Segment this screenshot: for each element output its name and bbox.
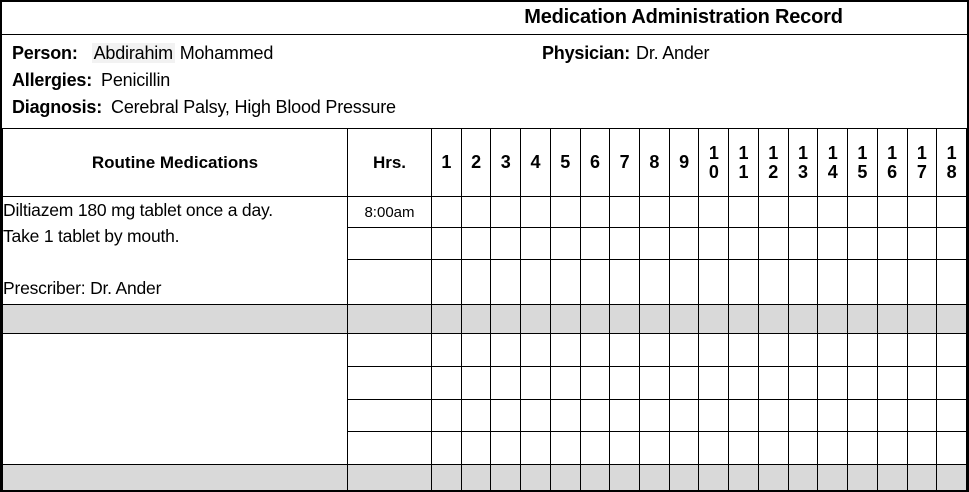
shaded-hrs-cell	[348, 465, 432, 492]
empty-medication-cell[interactable]	[3, 334, 348, 465]
shaded-grid-cell	[461, 465, 491, 492]
shaded-grid-cell	[788, 305, 818, 334]
allergies-row	[12, 67, 967, 94]
hour-grid-cell[interactable]	[610, 260, 640, 305]
hour-grid-cell[interactable]	[610, 400, 640, 432]
hour-grid-cell[interactable]	[818, 334, 848, 367]
hour-grid-cell[interactable]	[758, 197, 788, 228]
hour-grid-cell[interactable]	[461, 334, 491, 367]
hour-grid-cell[interactable]	[758, 400, 788, 432]
hour-grid-cell[interactable]	[550, 334, 580, 367]
hour-grid-cell[interactable]	[521, 228, 551, 260]
shaded-grid-cell	[491, 465, 521, 492]
hour-column-header: 3	[491, 129, 521, 197]
hour-grid-cell[interactable]	[937, 334, 967, 367]
person-row	[12, 40, 967, 67]
shaded-grid-cell	[758, 305, 788, 334]
hour-grid-cell[interactable]	[788, 228, 818, 260]
hour-grid-cell[interactable]	[788, 367, 818, 400]
allergies-value: Penicillin	[101, 70, 171, 90]
person-name-rest: Mohammed	[179, 43, 274, 63]
hour-grid-cell[interactable]	[699, 228, 729, 260]
hour-grid-cell[interactable]	[521, 260, 551, 305]
medication-entry-cell[interactable]	[3, 197, 348, 305]
hour-grid-cell[interactable]	[669, 367, 699, 400]
hour-grid-cell[interactable]	[461, 432, 491, 465]
shaded-grid-cell	[521, 305, 551, 334]
hour-grid-cell[interactable]	[848, 367, 878, 400]
hour-grid-cell[interactable]	[491, 260, 521, 305]
hour-grid-cell[interactable]	[937, 367, 967, 400]
hour-grid-cell[interactable]	[729, 334, 759, 367]
shaded-grid-cell	[818, 305, 848, 334]
hour-grid-cell[interactable]	[640, 400, 670, 432]
hour-grid-cell[interactable]	[699, 432, 729, 465]
hour-column-header: 9	[669, 129, 699, 197]
shaded-divider-row	[3, 305, 967, 334]
hour-grid-cell[interactable]	[937, 260, 967, 305]
shaded-grid-cell	[640, 465, 670, 492]
shaded-grid-cell	[937, 465, 967, 492]
hour-grid-cell[interactable]	[937, 400, 967, 432]
hour-grid-cell[interactable]	[669, 228, 699, 260]
hour-grid-cell[interactable]	[461, 367, 491, 400]
shaded-grid-cell	[550, 465, 580, 492]
hour-grid-cell[interactable]	[877, 367, 907, 400]
hour-grid-cell[interactable]	[640, 228, 670, 260]
hour-grid-cell[interactable]	[432, 367, 462, 400]
hour-grid-cell[interactable]	[521, 334, 551, 367]
hour-grid-cell[interactable]	[818, 228, 848, 260]
hour-grid-cell[interactable]	[432, 334, 462, 367]
hour-grid-cell[interactable]	[491, 432, 521, 465]
hour-grid-cell[interactable]	[758, 432, 788, 465]
hour-grid-cell[interactable]	[461, 228, 491, 260]
title-row	[2, 2, 967, 35]
hour-grid-cell[interactable]	[640, 260, 670, 305]
hour-column-header: 1 8	[937, 129, 967, 197]
hour-grid-cell[interactable]	[432, 197, 462, 228]
hour-grid-cell[interactable]	[610, 432, 640, 465]
hour-grid-cell[interactable]	[432, 228, 462, 260]
hrs-header: Hrs.	[348, 129, 432, 197]
hour-grid-cell[interactable]	[580, 400, 610, 432]
hour-grid-cell[interactable]	[877, 197, 907, 228]
hour-grid-cell[interactable]	[699, 260, 729, 305]
hour-grid-cell[interactable]	[521, 400, 551, 432]
shaded-grid-cell	[610, 305, 640, 334]
hour-grid-cell[interactable]	[461, 260, 491, 305]
hour-grid-cell[interactable]	[788, 197, 818, 228]
shaded-grid-cell	[550, 305, 580, 334]
hour-grid-cell[interactable]	[818, 400, 848, 432]
shaded-grid-cell	[699, 465, 729, 492]
hour-grid-cell[interactable]	[521, 197, 551, 228]
hour-grid-cell[interactable]	[580, 367, 610, 400]
hour-grid-cell[interactable]	[758, 334, 788, 367]
diagnosis-row	[12, 94, 967, 121]
shaded-med-cell	[3, 465, 348, 492]
hour-grid-cell[interactable]	[521, 367, 551, 400]
shaded-grid-cell	[907, 465, 937, 492]
shaded-grid-cell	[848, 305, 878, 334]
hour-grid-cell[interactable]	[491, 197, 521, 228]
hour-grid-cell[interactable]	[848, 260, 878, 305]
hour-grid-cell[interactable]	[758, 260, 788, 305]
page-title: Medication Administration Record	[524, 6, 843, 28]
hour-grid-cell[interactable]	[640, 197, 670, 228]
hour-grid-cell[interactable]	[937, 432, 967, 465]
hour-grid-cell[interactable]	[461, 197, 491, 228]
hour-grid-cell[interactable]	[818, 367, 848, 400]
hour-column-header: 1 0	[699, 129, 729, 197]
shaded-hrs-cell	[348, 305, 432, 334]
diagnosis-label: Diagnosis:	[12, 97, 103, 117]
hour-grid-cell[interactable]	[580, 197, 610, 228]
hour-grid-cell[interactable]	[491, 334, 521, 367]
hour-grid-cell[interactable]	[699, 197, 729, 228]
hour-grid-cell[interactable]	[818, 260, 848, 305]
hour-column-header: 8	[640, 129, 670, 197]
shaded-grid-cell	[580, 305, 610, 334]
diagnosis-value: Cerebral Palsy, High Blood Pressure	[111, 97, 396, 117]
hour-grid-cell[interactable]	[669, 400, 699, 432]
hrs-time-cell[interactable]	[348, 400, 432, 432]
hour-column-header: 1 6	[877, 129, 907, 197]
hour-grid-cell[interactable]	[699, 334, 729, 367]
hour-grid-cell[interactable]	[907, 228, 937, 260]
hour-column-header: 1 4	[818, 129, 848, 197]
hour-grid-cell[interactable]	[640, 367, 670, 400]
hour-grid-cell[interactable]	[669, 197, 699, 228]
hour-grid-cell[interactable]	[610, 197, 640, 228]
medication-text-line: Diltiazem 180 mg tablet once a day.	[3, 200, 273, 220]
hour-grid-cell[interactable]	[877, 432, 907, 465]
hour-grid-cell[interactable]	[907, 334, 937, 367]
hour-grid-cell[interactable]	[729, 260, 759, 305]
hour-grid-cell[interactable]	[432, 400, 462, 432]
hour-grid-cell[interactable]	[610, 228, 640, 260]
hour-grid-cell[interactable]	[788, 400, 818, 432]
hour-grid-cell[interactable]	[640, 334, 670, 367]
med2-row1	[3, 334, 967, 367]
hrs-time-cell[interactable]	[348, 367, 432, 400]
hour-grid-cell[interactable]	[907, 432, 937, 465]
shaded-grid-cell	[432, 465, 462, 492]
hour-grid-cell[interactable]	[907, 197, 937, 228]
hour-grid-cell[interactable]	[788, 260, 818, 305]
shaded-grid-cell	[729, 465, 759, 492]
person-label: Person:	[12, 43, 78, 63]
hour-grid-cell[interactable]	[729, 432, 759, 465]
shaded-grid-cell	[818, 465, 848, 492]
allergies-label: Allergies:	[12, 70, 93, 90]
hour-grid-cell[interactable]	[848, 432, 878, 465]
hour-grid-cell[interactable]	[848, 197, 878, 228]
hour-column-header: 1	[432, 129, 462, 197]
hour-grid-cell[interactable]	[550, 197, 580, 228]
hour-column-header: 5	[550, 129, 580, 197]
hour-grid-cell[interactable]	[432, 260, 462, 305]
shaded-grid-cell	[491, 305, 521, 334]
shaded-grid-cell	[877, 305, 907, 334]
hour-grid-cell[interactable]	[877, 334, 907, 367]
hour-grid-cell[interactable]	[729, 228, 759, 260]
hrs-time-cell[interactable]	[348, 432, 432, 465]
hour-grid-cell[interactable]	[669, 334, 699, 367]
hour-grid-cell[interactable]	[818, 432, 848, 465]
shaded-grid-cell	[521, 465, 551, 492]
hour-grid-cell[interactable]	[550, 400, 580, 432]
hour-grid-cell[interactable]	[550, 432, 580, 465]
physician-value: Dr. Ander	[636, 43, 710, 63]
shaded-divider-row	[3, 465, 967, 492]
hour-grid-cell[interactable]	[729, 400, 759, 432]
hour-grid-cell[interactable]	[610, 367, 640, 400]
hour-column-header: 1 2	[758, 129, 788, 197]
hrs-time-cell[interactable]	[348, 228, 432, 260]
shaded-grid-cell	[640, 305, 670, 334]
hour-grid-cell[interactable]	[937, 197, 967, 228]
hour-grid-cell[interactable]	[729, 197, 759, 228]
hour-grid-cell[interactable]	[432, 432, 462, 465]
shaded-grid-cell	[907, 305, 937, 334]
patient-info-section	[2, 35, 967, 128]
hour-grid-cell[interactable]	[848, 228, 878, 260]
hour-column-header: 1 7	[907, 129, 937, 197]
hour-grid-cell[interactable]	[491, 228, 521, 260]
shaded-grid-cell	[788, 465, 818, 492]
hour-grid-cell[interactable]	[729, 367, 759, 400]
med1-row1	[3, 197, 967, 228]
hour-grid-cell[interactable]	[699, 400, 729, 432]
hour-column-header: 6	[580, 129, 610, 197]
hour-grid-cell[interactable]	[640, 432, 670, 465]
hour-grid-cell[interactable]	[669, 260, 699, 305]
hrs-time-cell[interactable]	[348, 334, 432, 367]
hour-grid-cell[interactable]	[550, 228, 580, 260]
hrs-time-cell[interactable]	[348, 260, 432, 305]
shaded-grid-cell	[877, 465, 907, 492]
shaded-grid-cell	[610, 465, 640, 492]
hour-grid-cell[interactable]	[580, 260, 610, 305]
shaded-grid-cell	[461, 305, 491, 334]
shaded-grid-cell	[699, 305, 729, 334]
shaded-grid-cell	[729, 305, 759, 334]
mar-table	[2, 128, 967, 492]
hour-grid-cell[interactable]	[669, 432, 699, 465]
hour-grid-cell[interactable]	[758, 228, 788, 260]
hour-grid-cell[interactable]	[907, 400, 937, 432]
shaded-grid-cell	[432, 305, 462, 334]
hour-grid-cell[interactable]	[818, 197, 848, 228]
hour-grid-cell[interactable]	[580, 228, 610, 260]
hour-grid-cell[interactable]	[877, 228, 907, 260]
shaded-grid-cell	[669, 305, 699, 334]
hour-grid-cell[interactable]	[848, 400, 878, 432]
hour-grid-cell[interactable]	[877, 260, 907, 305]
hour-grid-cell[interactable]	[521, 432, 551, 465]
shaded-grid-cell	[758, 465, 788, 492]
shaded-grid-cell	[848, 465, 878, 492]
physician-label: Physician:	[542, 43, 631, 63]
hour-grid-cell[interactable]	[907, 367, 937, 400]
hour-grid-cell[interactable]	[937, 228, 967, 260]
medication-text-line	[3, 249, 347, 275]
medication-text-line: Take 1 tablet by mouth.	[3, 226, 180, 246]
hour-grid-cell[interactable]	[550, 260, 580, 305]
hour-column-header: 2	[461, 129, 491, 197]
person-name-highlighted: Abdirahim	[93, 43, 173, 63]
physician-row	[542, 40, 709, 67]
hour-grid-cell[interactable]	[550, 367, 580, 400]
table-header-row	[3, 129, 967, 197]
hour-grid-cell[interactable]	[491, 400, 521, 432]
hour-column-header: 1 1	[729, 129, 759, 197]
routine-medications-header: Routine Medications	[3, 129, 348, 197]
hour-grid-cell[interactable]	[907, 260, 937, 305]
hour-grid-cell[interactable]	[877, 400, 907, 432]
hour-grid-cell[interactable]	[848, 334, 878, 367]
hour-grid-cell[interactable]	[788, 432, 818, 465]
hour-column-header: 1 3	[788, 129, 818, 197]
hrs-time-cell[interactable]: 8:00am	[348, 197, 432, 228]
hour-column-header: 4	[521, 129, 551, 197]
hour-column-header: 1 5	[848, 129, 878, 197]
hour-grid-cell[interactable]	[461, 400, 491, 432]
shaded-med-cell	[3, 305, 348, 334]
shaded-grid-cell	[669, 465, 699, 492]
hour-grid-cell[interactable]	[699, 367, 729, 400]
shaded-grid-cell	[937, 305, 967, 334]
hour-grid-cell[interactable]	[788, 334, 818, 367]
hour-grid-cell[interactable]	[580, 432, 610, 465]
shaded-grid-cell	[580, 465, 610, 492]
medication-text-line: Prescriber: Dr. Ander	[3, 278, 162, 298]
hour-grid-cell[interactable]	[610, 334, 640, 367]
hour-grid-cell[interactable]	[491, 367, 521, 400]
hour-column-header: 7	[610, 129, 640, 197]
hour-grid-cell[interactable]	[758, 367, 788, 400]
hour-grid-cell[interactable]	[580, 334, 610, 367]
